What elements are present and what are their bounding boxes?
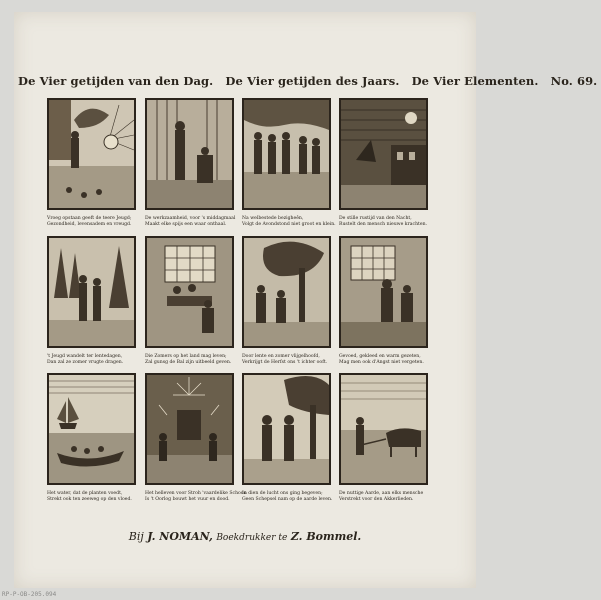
sheet-number: No. 69. (550, 74, 598, 88)
title-times-of-day: De Vier getijden van den Dag. (18, 74, 214, 88)
print-caption: De werkzaamheid, voor 's middagmaal Maakt elke spijs een waar onthaal. (145, 216, 236, 227)
print-cell (339, 236, 428, 366)
print-caption: De stille rustijd van den Nacht, Rustelt den mensch nieuwe krachten. (339, 216, 428, 227)
broadsheet (14, 12, 598, 588)
print-caption: Na welbestede bezigheên, Volgt de Avondstond niet groot en klein. (242, 216, 336, 227)
print-caption: Het helleven voor Stroh 'vaardelike Schoon Is 't Oorlog bouwt het vuur en dood. (145, 491, 247, 502)
collection-id: RP-P-OB-205.094 (2, 591, 57, 598)
spring-figures-trees-icon (47, 236, 136, 348)
print-cell (145, 98, 234, 228)
noon-work-interior-icon (145, 98, 234, 210)
print-cell (242, 236, 331, 366)
print-caption: Vroeg opstaan geeft de teere Jeugd; Gezondheid, levensadem en vreugd. (47, 216, 132, 227)
print-cell (242, 373, 331, 503)
print-cell (47, 373, 136, 503)
printer-imprint: Bij J. NOMAN, Boekdrukker te Z. Bommel. (128, 530, 362, 543)
print-caption: Die Zomers op het land mag leven; Zal gunsg de Bal zijn uitbeeld geven. (145, 354, 232, 365)
earth-plough-oxen-icon (339, 373, 428, 485)
night-moon-scene-icon (339, 98, 428, 210)
print-cell (242, 98, 336, 228)
print-caption: Gevoed, gekleed en warm gezeten, Mag men ook d'Angst niet vergeten. (339, 354, 424, 365)
sheet-title (14, 74, 598, 88)
winter-interior-fire-icon (339, 236, 428, 348)
air-figures-tree-icon (242, 373, 331, 485)
title-elements: De Vier Elementen. (411, 74, 539, 88)
autumn-harvest-tree-icon (242, 236, 331, 348)
print-cell (47, 236, 136, 366)
print-cell (145, 236, 234, 366)
print-caption: Het water, dat de planten voedt, Strekt ook ten zeeweg op den vloed. (47, 491, 132, 502)
print-cell (47, 98, 136, 228)
morning-man-sunrise-icon (47, 98, 136, 210)
print-caption: Door lente en zomer vlijgelhoofd, Verkrijgt de Herfst ons 't ichter ooft. (242, 354, 328, 365)
summer-interior-window-icon (145, 236, 234, 348)
print-cell (339, 98, 428, 228)
print-caption: In dien de lucht ons ging begeven; Geen Schepsel nam op de aarde leven. (242, 491, 333, 502)
print-cell (145, 373, 247, 503)
evening-gathering-icon (242, 98, 331, 210)
print-caption: De nuttige Aarde, aan elks mensche Verstrekt voor den Akkerlieden. (339, 491, 424, 502)
fire-fireworks-icon (145, 373, 234, 485)
print-cell (339, 373, 428, 503)
title-seasons: De Vier getijden des Jaars. (225, 74, 400, 88)
water-ship-boat-icon (47, 373, 136, 485)
print-caption: 't Jeugd wandelt ter lentedagen, Dan zal ze zomer vrugte dragen. (47, 354, 124, 365)
